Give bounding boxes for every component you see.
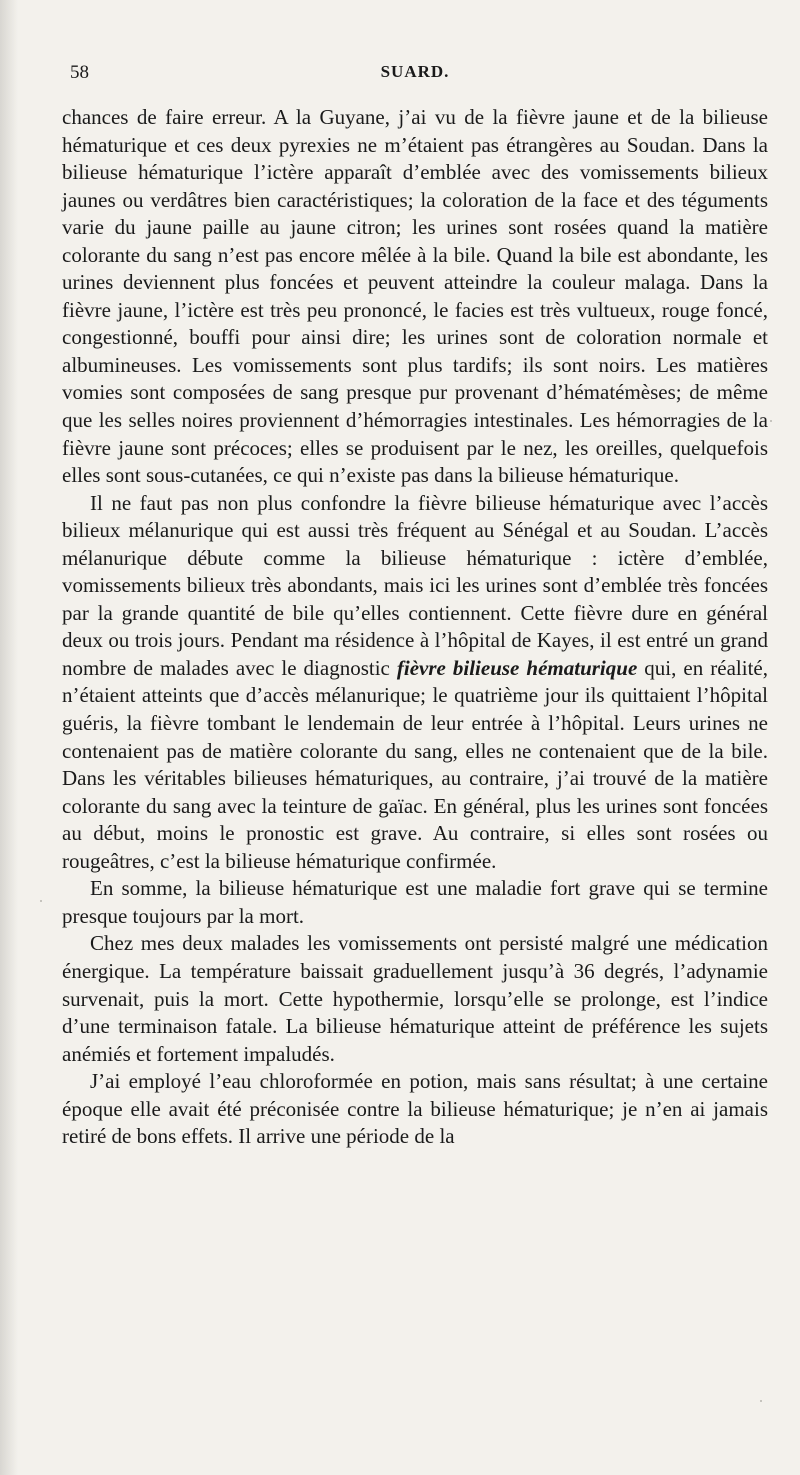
paragraph-4-text: Chez mes deux malades les vomissements ont persisté malgré une médication énergique. La température baissait graduellement jusqu’à 36 degrés, l’adynamie survenait, puis la mort. Cette hypothermie, lorsqu’elle se prolonge, est l’indice d’une terminaison fatale. La bilieuse hématurique atteint de préférence les sujets anémiés et fortement impaludés. xyxy=(62,931,768,1066)
paragraph-2-text-after: qui, en réalité, n’étaient atteints que d’accès mélanurique; le quatrième jour ils quittaient l’hôpital guéris, la fièvre tombant le lendemain de leur entrée à l’hôpital. Leurs urines ne contenaient pas de matière colorante du sang, elles ne contenaient que de la bile. Dans les véritables bilieuses hématuriques, au contraire, j’ai trouvé de la matière colorante du sang avec la teinture de gaïac. En général, plus les urines sont foncées au début, moins le pronostic est grave. Au contraire, si elles sont rosées ou rougeâtres, c’est la bilieuse hématurique confirmée. xyxy=(62,655,768,873)
paragraph-2-text-before: Il ne faut pas non plus confondre la fièvre bilieuse hématurique avec l’accès bilieux mélanurique qui est aussi très fréquent au Sénégal et au Soudan. L’accès mélanurique débute comme la bilieuse hématurique : ictère d’emblée, vomissements bilieux très abondants, mais ici les urines sont d’emblée très foncées par la grande quantité de bile qu’elles contiennent. Cette fièvre dure en général deux ou trois jours. Pendant ma résidence à l’hôpital de Kayes, il est entré un grand nombre de malades avec le diagnostic xyxy=(62,490,768,680)
paper-speck xyxy=(760,1400,762,1402)
paragraph-4 xyxy=(62,930,768,1068)
page-header xyxy=(70,62,760,92)
paper-speck xyxy=(770,420,772,422)
paragraph-3 xyxy=(62,875,768,930)
diagnosis-emphasis: fièvre bilieuse hématurique xyxy=(396,655,638,680)
paragraph-5-text: J’ai employé l’eau chloroformée en potion, mais sans résultat; à une certaine époque elle avait été préconisée contre la bilieuse hématurique; je n’en ai jamais retiré de bons effets. Il arrive une période de la xyxy=(62,1069,768,1149)
page-number: 58 xyxy=(70,62,89,83)
running-head: SUARD. xyxy=(380,62,450,81)
paragraph-1-text: chances de faire erreur. A la Guyane, j’ai vu de la fièvre jaune et de la bilieuse hématurique et ces deux pyrexies ne m’étaient pas étrangères au Soudan. Dans la bilieuse hématurique l’ictère apparaît d’emblée avec des vomissements bilieux jaunes ou verdâtres bien caractéristiques; la coloration de la face et des téguments varie du jaune paille au jaune citron; les urines sont rosées quand la matière colorante du sang n’est pas encore mêlée à la bile. Quand la bile est abondante, les urines deviennent plus foncées et peuvent atteindre la couleur malaga. Dans la fièvre jaune, l’ictère est très peu prononcé, le facies est très vultueux, rouge foncé, congestionné, bouffi pour ainsi dire; les urines sont de coloration normale et albumineuses. Les vomissements sont plus tardifs; ils sont noirs. Les matières vomies sont composées de sang presque pur provenant d’hématémèses; de même que les selles noires proviennent d’hémorragies intestinales. Les hémorragies de la fièvre jaune sont précoces; elles se produisent par le nez, les oreilles, quelquefois elles sont sous-cutanées, ce qui n’existe pas dans la bilieuse hématurique. xyxy=(62,105,768,488)
paper-speck xyxy=(40,900,42,902)
page-edge-shadow xyxy=(0,0,18,1475)
paragraph-5 xyxy=(62,1068,768,1151)
paragraph-2 xyxy=(62,490,768,876)
paragraph-3-text: En somme, la bilieuse hématurique est une maladie fort grave qui se termine presque toujours par la mort. xyxy=(62,876,768,928)
body-text xyxy=(62,104,768,1151)
paragraph-1 xyxy=(62,104,768,490)
